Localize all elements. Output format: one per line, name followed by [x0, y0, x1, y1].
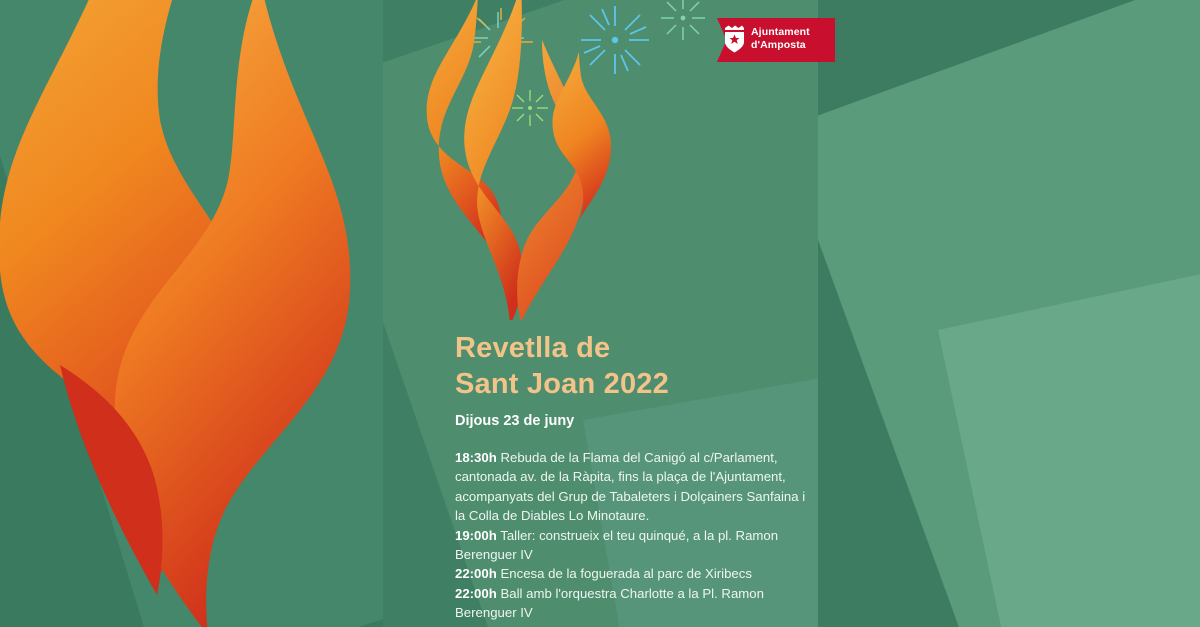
- ajuntament-logo: [717, 18, 835, 70]
- schedule-time: 19:00h: [455, 527, 497, 543]
- poster-subtitle: Dijous 23 de juny: [455, 413, 575, 429]
- background-right-panel: [818, 0, 1200, 627]
- list-item: [455, 584, 807, 623]
- schedule-time: 18:30h: [455, 450, 497, 465]
- logo-text: [751, 26, 810, 52]
- logo-line-2: d'Amposta: [751, 39, 806, 52]
- schedule-list: [455, 448, 807, 623]
- schedule-description: Rebuda de la Flama del Canigó al c/Parlament, cantonada av. de la Ràpita, fins la plaça de l'Ajuntament, acompanyats del Grup de Tabaleters i Dolçainers Sanfaina i la Colla de Diables Lo Minotaure.: [455, 450, 806, 524]
- page-title: [455, 330, 795, 403]
- poster-flame-icon: [403, 0, 643, 320]
- schedule-description: Ball amb l'orquestra Charlotte a la Pl. Ramon Berenguer IV: [455, 585, 764, 621]
- schedule-time: 22:00h: [455, 566, 497, 582]
- list-item: [455, 448, 807, 526]
- list-item: [455, 564, 807, 583]
- title-line-1: Revetlla de: [455, 332, 611, 364]
- crown-shield-icon: [723, 25, 746, 53]
- title-line-2: Sant Joan 2022: [455, 368, 669, 401]
- schedule-time: 22:00h: [455, 585, 497, 601]
- schedule-description: Taller: construeix el teu quinqué, a la pl. Ramon Berenguer IV: [455, 527, 779, 563]
- background-left-panel: [0, 0, 390, 627]
- decorative-flame-large: [0, 0, 390, 627]
- schedule-description: Encesa de la foguerada al parc de Xiribecs: [500, 566, 752, 582]
- logo-line-1: Ajuntament: [751, 26, 810, 38]
- list-item: [455, 526, 807, 565]
- poster-body: [383, 0, 818, 627]
